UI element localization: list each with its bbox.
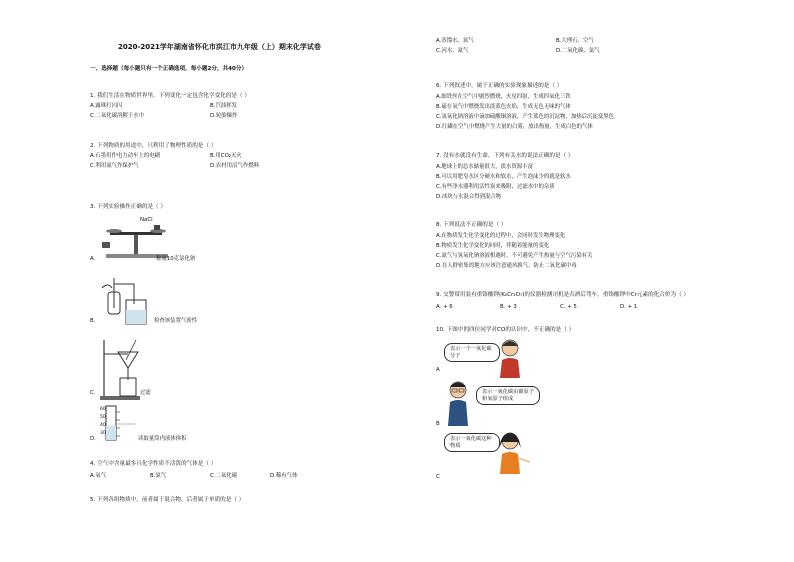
q10-label-a: A [436,367,440,373]
exam-title: 2020-2021学年湖南省怀化市洪江市九年级（上）期末化学试卷 [118,43,321,51]
q7-stem: 7. 没有水就没有生命，下列有关水的说法正确的是（ ） [436,153,574,159]
q3-option-d-label: D. [90,436,96,442]
q2-option-c: C.利用氮气作保护气 [90,163,139,169]
q9-option-a: A. + 6 [436,304,453,310]
student-girl-icon [494,430,532,474]
student-glasses-icon [444,380,474,426]
q5-option-b: B.大理石、空气 [556,38,594,44]
q8-option-c: C.氮气与氢氧化钠溶液相遇时，不可避免产生热量与空气污染有关 [436,253,593,259]
q2-option-b: B.用CO₂灭火 [210,153,242,159]
q1-option-c: C.二氧化碳溶解于水中 [90,113,144,119]
tick-60: 60 [100,407,106,412]
q8-option-a: A.在物质发生化学变化的过程中，会同时发生物理变化 [436,233,566,239]
q9-option-b: B. + 3 [500,304,517,310]
q3-option-b-label: B. [90,318,96,324]
tick-40: 40 [100,423,106,428]
q10-bubble-b: 表示一氧化碳由碳原子和氧原子组成 [476,386,540,405]
q6-option-d: D.红磷在空气中燃烧产生大量的白雾，放出热量，生成白色的气体 [436,124,593,130]
q4-stem: 4. 空气中含量最多且化学性质不活泼的气体是（ ） [90,461,217,467]
q9-option-c: C. + 5 [560,304,577,310]
q5-stem: 5. 下列各组物质中，前者属于混合物，后者属于单质的是（ ） [90,497,245,503]
q6-stem: 6. 下列叙述中，属于正确的实验现象描述的是（ ） [436,83,563,89]
q2-option-d: D.农村用沼气作燃料 [210,163,259,169]
tick-50: 50 [100,415,106,420]
q3-option-b: 检查该装置气密性 [154,318,198,324]
q3-option-a: 称量10克氯化钠 [156,256,196,262]
graduated-cylinder-illustration [100,406,140,442]
q5-option-a: A.蒸馏水、氮气 [436,38,474,44]
q10-label-c: C [436,474,440,480]
airtightness-illustration [100,278,160,328]
q3-option-c: 过滤 [140,390,151,396]
tick-30: 30 [100,431,106,436]
q5-option-c: C.河水、氦气 [436,48,469,54]
q2-option-a: A.石墨用作电力动车上的电刷 [90,153,160,159]
q10-stem: 10. 下图中的四位同学对CO的认识中，不正确的是（ ） [436,327,575,333]
q3-option-d: 读取量筒内液体体积 [138,436,187,442]
q10-bubble-a: 表示一个一氧化碳分子 [444,343,500,362]
q6-option-c: C.氢氧化钠溶液中滴加硫酸铜溶液，产生蓝色的沉淀物，加热后沉淀变黑色 [436,114,614,120]
q3-option-c-label: C. [90,390,96,396]
q10-bubble-c: 表示一氧化碳这种物质 [444,433,500,452]
q1-stem: 1. 我们生活在物质世界里，下列变化一定包含化学变化的是（ ） [90,93,250,99]
q1-option-a: A.露珠打闪闪 [90,103,123,109]
q6-option-b: B.硫在氧气中燃烧发出淡蓝色火焰，生成无色无味的气体 [436,104,571,110]
q10-label-b: B [436,421,440,427]
q9-option-d: D. + 1 [620,304,638,310]
q6-option-a: A.细铁丝在空气中剧烈燃烧，火星四射，生成四氧化三铁 [436,94,571,100]
q5-option-d: D.二氧化碳、氯气 [556,48,600,54]
q8-option-d: D.在人群密集的地方应该注意通风换气，防止二氧化碳中毒 [436,263,577,269]
q4-option-a: A.氧气 [90,473,107,479]
q4-option-d: D.稀有气体 [270,473,298,479]
q7-option-a: A.地球上的总水储量很大，淡水资源丰富 [436,164,533,170]
student-boy-icon [494,338,528,378]
q4-option-c: C.二氧化碳 [210,473,238,479]
q3-stem: 3. 下列实验操作正确的是（ ） [90,204,167,210]
q4-option-b: B.氮气 [150,473,167,479]
q7-option-d: D.冰块与水混合得到混合物 [436,194,502,200]
q8-option-b: B.物质发生化学变化的同时，伴随着能量的变化 [436,243,550,249]
q7-option-c: C.有些净水器利用活性炭来吸附，过滤水中的杂质 [436,184,555,190]
q8-stem: 8. 下列说法不正确的是（ ） [436,222,507,228]
q1-option-b: B.汽油挥发 [210,103,237,109]
q7-option-b: B.可以用肥皂水区分硬水和软水，产生泡沫少的就是软水 [436,174,571,180]
q3-option-a-label: A. [90,256,96,262]
q2-stem: 2. 下列物质的用途中，只利用了物理性质的是（ ） [90,143,217,149]
section-heading: 一、选择题（每小题只有一个正确选项，每小题2分，共40分） [90,66,248,72]
q1-option-d: D.轮胎爆炸 [210,113,238,119]
q9-stem: 9. 交警常用装有重铬酸钾(K₂Cr₂O₇)的仪器检测司机是否酒后驾车，重铬酸钾中Cr元素的化合价为（ ） [436,292,690,298]
q3-nacl-label: NaCl [140,217,153,223]
